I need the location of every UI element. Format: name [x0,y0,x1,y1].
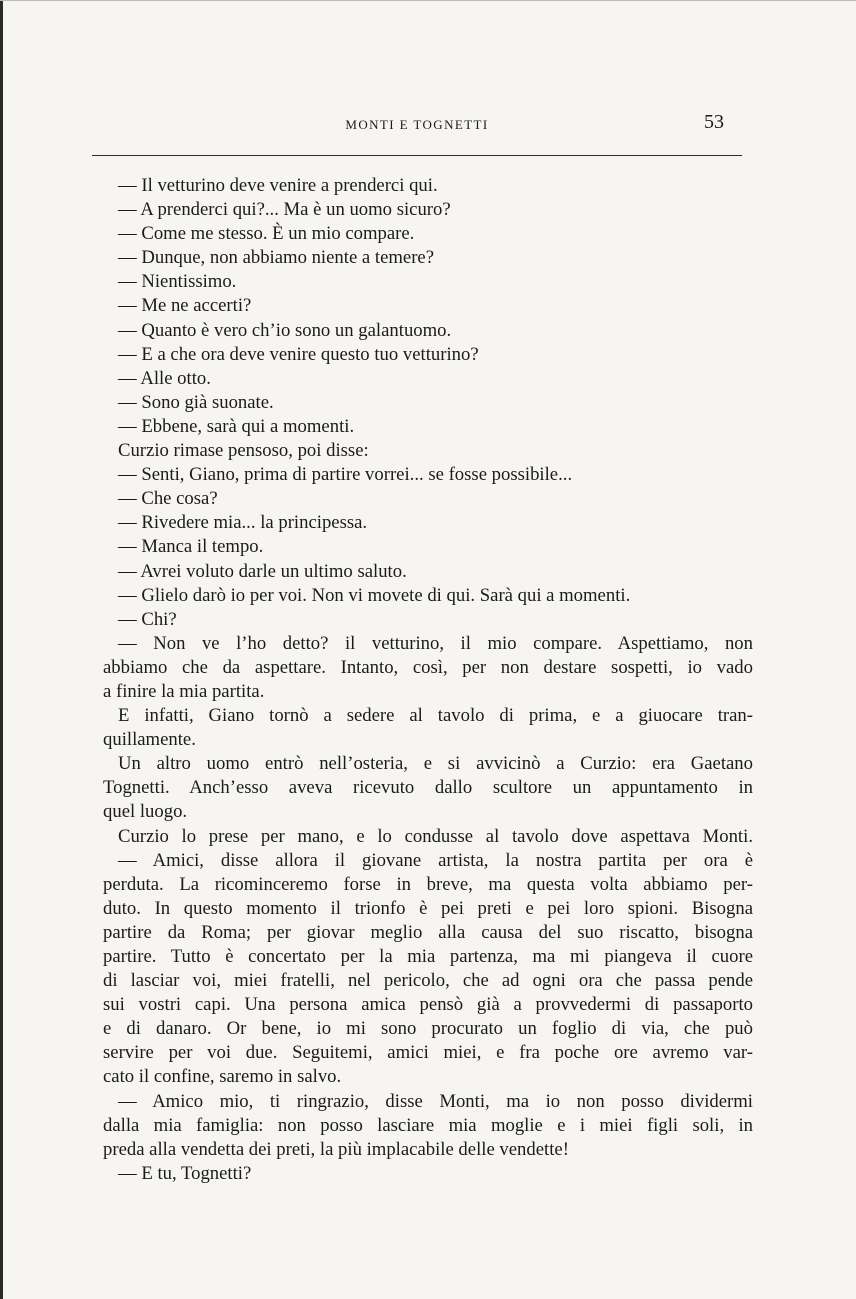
text-line: servire per voi due. Seguitemi, amici miei, e fra poche ore avremo var- [103,1042,753,1064]
text-line: E infatti, Giano tornò a sedere al tavolo di prima, e a giuocare tran- [118,705,753,727]
text-line: Tognetti. Anch’esso aveva ricevuto dallo scultore un appuntamento in [103,777,753,799]
text-line: — A prenderci qui?... Ma è un uomo sicuro? [118,199,451,221]
text-line: — Non ve l’ho detto? il vetturino, il mio compare. Aspettiamo, non [118,632,753,654]
text-line: — Che cosa? [118,488,218,510]
text-line: sui vostri capi. Una persona amica pensò già a provvedermi di passaporto [103,994,753,1016]
text-line: — Amico mio, ti ringrazio, disse Monti, ma io non posso dividermi [118,1090,753,1112]
text-line: partire da Roma; per giovar meglio alla causa del suo riscatto, bisogna [103,921,753,943]
text-line: — Nientissimo. [118,271,237,293]
page-number: 53 [704,111,724,133]
text-line: — Amici, disse allora il giovane artista, la nostra partita per ora è [118,849,753,871]
text-line: — Chi? [118,608,177,630]
text-line: — Avrei voluto darle un ultimo saluto. [118,560,407,582]
text-line: dalla mia famiglia: non posso lasciare mia moglie e i miei figli soli, in [103,1114,753,1136]
text-line: cato il confine, saremo in salvo. [103,1066,342,1088]
text-line: — Ebbene, sarà qui a momenti. [118,415,355,437]
text-line: e di danaro. Or bene, io mi sono procurato un foglio di via, che può [103,1018,753,1040]
text-line: quel luogo. [103,801,188,823]
text-line: — E tu, Tognetti? [118,1162,252,1184]
text-line: — Senti, Giano, prima di partire vorrei... se fosse possibile... [118,464,573,486]
text-line: perduta. La ricominceremo forse in breve, ma questa volta abbiamo per- [103,873,753,895]
text-line: preda alla vendetta dei preti, la più implacabile delle vendette! [103,1138,569,1160]
page-left-edge [0,0,3,1299]
text-line: di lasciar voi, miei fratelli, nel pericolo, che ad ogni ora che passa pende [103,970,753,992]
text-line: Curzio lo prese per mano, e lo condusse al tavolo dove aspettava Monti. [118,825,753,847]
text-line: Un altro uomo entrò nell’osteria, e si avvicinò a Curzio: era Gaetano [118,753,753,775]
text-line: partire. Tutto è concertato per la mia partenza, ma mi piangeva il cuore [103,946,753,967]
running-head: MONTI E TOGNETTI [345,117,489,132]
header-rule [92,155,742,156]
page-header [92,113,742,141]
body-text [103,174,753,1186]
text-line: abbiamo che da aspettare. Intanto, così, per non destare sospetti, io vado [103,656,753,678]
text-line: — Sono già suonate. [118,391,274,413]
page-top-edge [0,0,856,1]
text-line: — Come me stesso. È un mio compare. [118,223,415,245]
text-line: — E a che ora deve venire questo tuo vetturino? [118,343,479,365]
text-line: — Alle otto. [118,367,211,389]
text-line: duto. In questo momento il trionfo è pei preti e pei loro spioni. Bisogna [103,897,753,919]
text-line: — Il vetturino deve venire a prenderci qui. [118,175,438,196]
text-line: — Dunque, non abbiamo niente a temere? [118,247,435,269]
text-line: Curzio rimase pensoso, poi disse: [118,440,369,462]
text-line: — Me ne accerti? [118,295,252,317]
text-line: quillamente. [103,729,196,751]
text-line: a finire la mia partita. [103,680,265,702]
text-line: — Quanto è vero ch’io sono un galantuomo. [118,319,452,341]
text-line: — Manca il tempo. [118,536,264,558]
text-line: — Glielo darò io per voi. Non vi movete di qui. Sarà qui a momenti. [118,584,631,606]
text-line: — Rivedere mia... la principessa. [118,512,368,534]
